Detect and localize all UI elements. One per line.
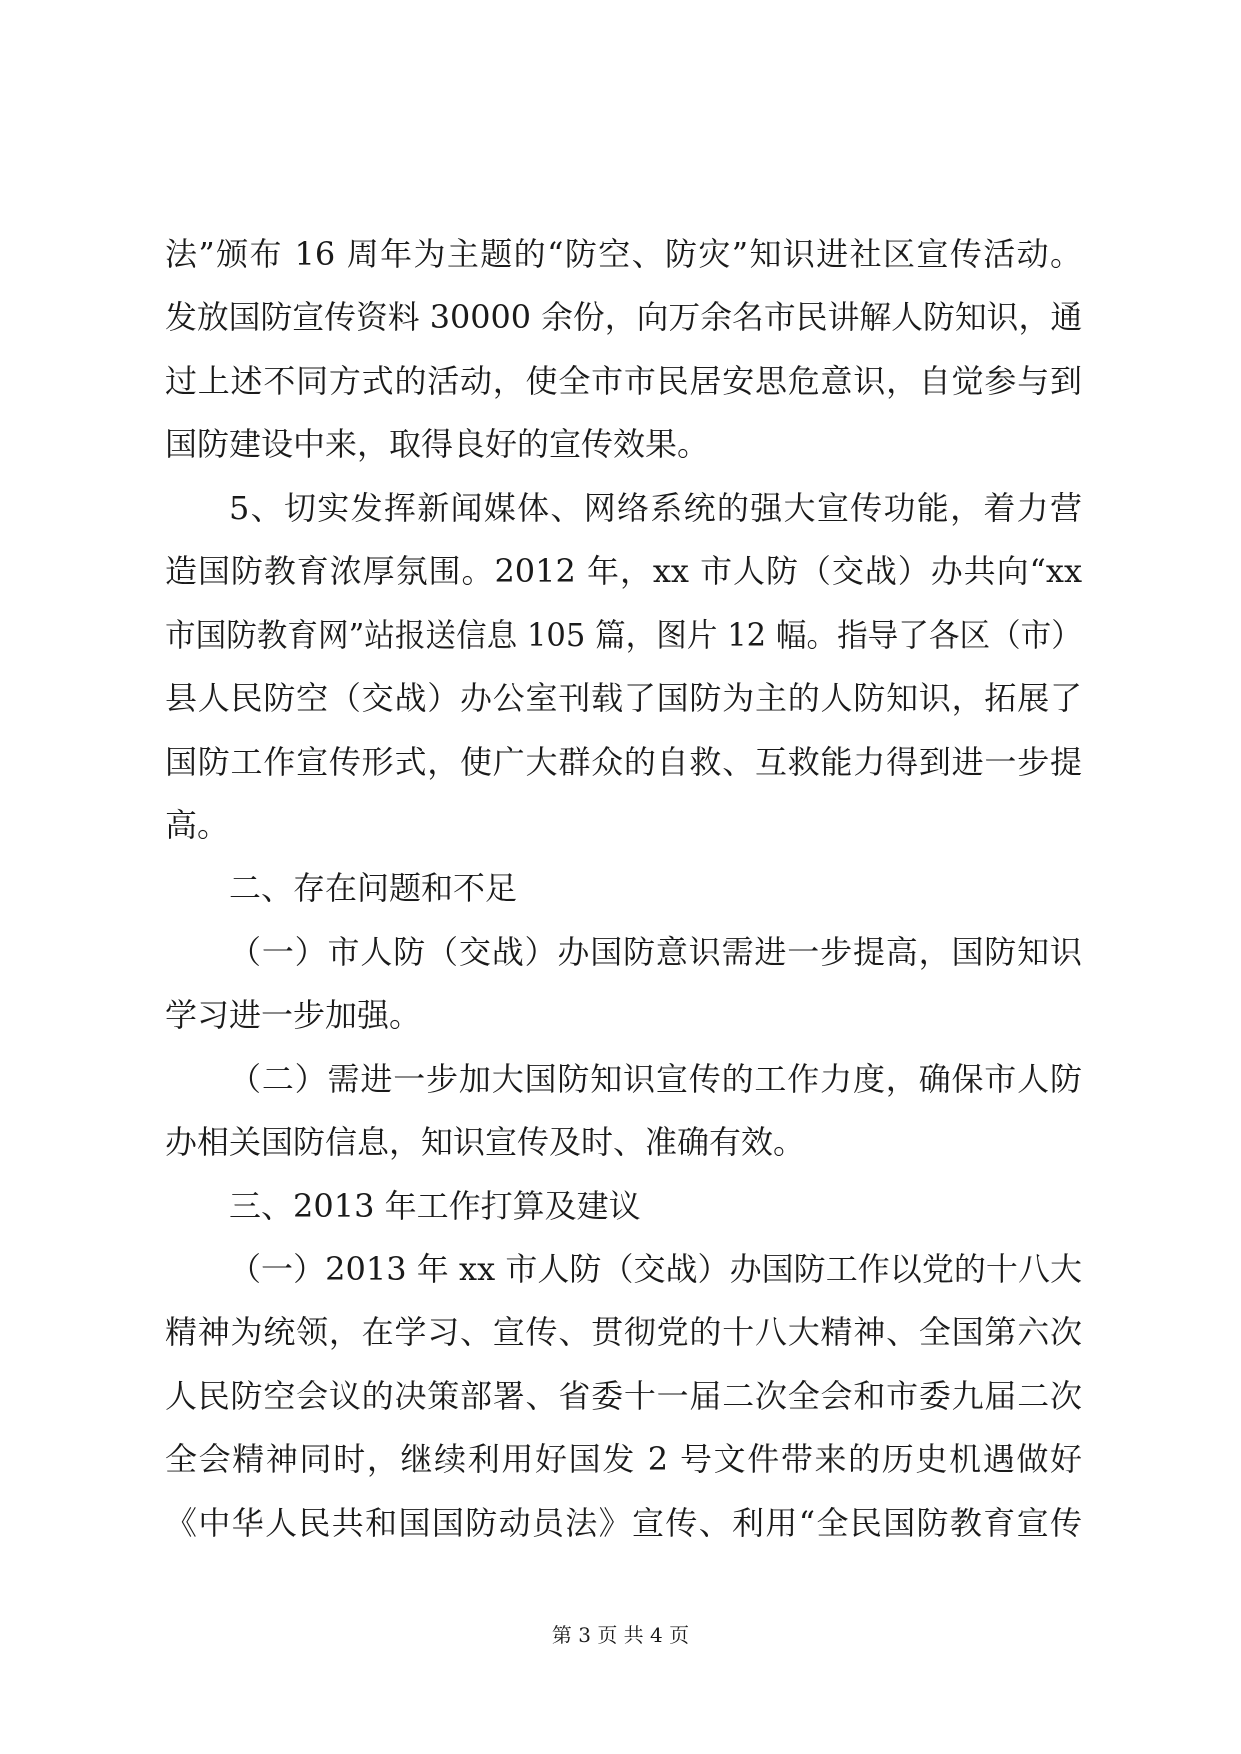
text-line: 学习进一步加强。 [165, 996, 422, 1035]
text-line: 造国防教育浓厚氛围。2012 年，xx 市人防（交战）办共向“xx [165, 552, 1082, 591]
text-line: 二、存在问题和不足 [229, 869, 518, 908]
paragraph [165, 477, 1082, 858]
document-body [165, 223, 1082, 1555]
text-line: （一）2013 年 xx 市人防（交战）办国防工作以党的十八大 [229, 1250, 1082, 1288]
text-line: 市国防教育网”站报送信息 105 篇，图片 12 幅。指导了各区（市） [165, 615, 1082, 654]
text-line: 三、2013 年工作打算及建议 [229, 1186, 641, 1225]
section-heading [165, 857, 1082, 920]
text-line: 高。 [165, 805, 230, 844]
text-line: 国防建设中来，取得良好的宣传效果。 [165, 425, 710, 464]
text-line: 5、切实发挥新闻媒体、网络系统的强大宣传功能，着力营 [229, 488, 1082, 527]
text-line: 精神为统领，在学习、宣传、贯彻党的十八大精神、全国第六次 [165, 1313, 1082, 1352]
text-line: 法”颁布 16 周年为主题的“防空、防灾”知识进社区宣传活动。 [165, 235, 1082, 273]
text-line: 《中华人民共和国国防动员法》宣传、利用“全民国防教育宣传 [165, 1503, 1082, 1542]
paragraph [165, 223, 1082, 477]
text-line: 发放国防宣传资料 30000 余份，向万余名市民讲解人防知识，通 [165, 298, 1083, 337]
text-line: 办相关国防信息，知识宣传及时、准确有效。 [165, 1123, 806, 1162]
text-line: 人民防空会议的决策部署、省委十一届二次全会和市委九届二次 [165, 1376, 1082, 1415]
paragraph [165, 921, 1082, 1048]
paragraph [165, 1238, 1082, 1555]
text-line: 国防工作宣传形式，使广大群众的自救、互救能力得到进一步提 [165, 742, 1082, 781]
section-heading [165, 1175, 1082, 1238]
text-line: （一）市人防（交战）办国防意识需进一步提高，国防知识 [229, 932, 1082, 971]
page-footer: 第 3 页 共 4 页 [551, 1623, 690, 1647]
paragraph [165, 1048, 1082, 1175]
text-line: 全会精神同时，继续利用好国发 2 号文件带来的历史机遇做好 [165, 1440, 1082, 1479]
text-line: （二）需进一步加大国防知识宣传的工作力度，确保市人防 [229, 1059, 1082, 1098]
text-line: 县人民防空（交战）办公室刊载了国防为主的人防知识，拓展了 [165, 679, 1082, 718]
text-line: 过上述不同方式的活动，使全市市民居安思危意识，自觉参与到 [165, 361, 1082, 400]
